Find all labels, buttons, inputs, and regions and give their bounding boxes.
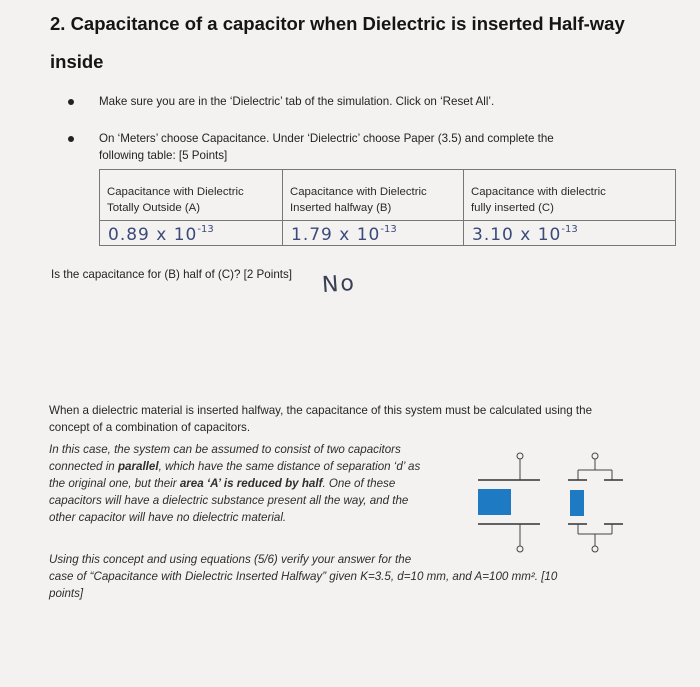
header-a-line2: Totally Outside (A) <box>107 202 201 214</box>
bullet-icon <box>68 99 74 105</box>
explanation-line1: When a dielectric material is inserted halfway, the capacitance of this system must be calculated using the <box>49 404 593 417</box>
bullet-2-line2: following table: [5 Points] <box>99 149 228 162</box>
question-text: Is the capacitance for (B) half of (C)? [2 Points] <box>51 268 293 281</box>
task-line2: case of “Capacitance with Dielectric Inserted Halfway” given K=3.5, d=10 mm, and A=100 mm². [10 <box>49 570 558 583</box>
italic-line: other capacitor will have no dielectric material. <box>49 511 287 524</box>
table-header-cell <box>283 170 464 221</box>
table-value-cell <box>100 221 283 246</box>
italic-line: capacitors will have a dielectric substance present all the way, and the <box>49 494 409 507</box>
value-b-mantissa: 1.79 x 10 <box>291 224 381 245</box>
value-c <box>472 225 578 245</box>
explanation-italic <box>49 441 469 526</box>
value-c-exponent: -13 <box>561 223 578 235</box>
section-heading <box>50 7 670 79</box>
value-b <box>291 225 397 245</box>
table-header-cell <box>100 170 283 221</box>
value-a-exponent: -13 <box>197 223 214 235</box>
task-line3: points] <box>49 587 84 600</box>
parallel-capacitors-icon <box>568 453 623 552</box>
header-c-line2: fully inserted (C) <box>471 202 554 214</box>
table-header-row <box>100 170 676 221</box>
explanation-line2: concept of a combination of capacitors. <box>49 421 251 434</box>
table-value-cell <box>464 221 676 246</box>
value-a-mantissa: 0.89 x 10 <box>108 224 198 245</box>
italic-line: In this case, the system can be assumed to consist of two capacitors <box>49 443 401 456</box>
value-c-mantissa: 3.10 x 10 <box>472 224 562 245</box>
italic-line: connected in parallel, which have the same distance of separation ‘d’ as <box>49 460 421 473</box>
capacitor-diagram <box>470 442 630 560</box>
table-value-row <box>100 221 676 246</box>
handwritten-answer: No <box>321 270 357 299</box>
section-heading-line2: inside <box>50 51 104 72</box>
header-a-line1: Capacitance with Dielectric <box>107 186 244 198</box>
bullet-1-text: Make sure you are in the ‘Dielectric’ tab of the simulation. Click on ‘Reset All’. <box>99 95 495 108</box>
bullet-2-line1: On ‘Meters’ choose Capacitance. Under ‘Dielectric’ choose Paper (3.5) and complete the <box>99 132 554 145</box>
task-line1: Using this concept and using equations (5/6) verify your answer for the <box>49 553 412 566</box>
half-filled-capacitor-icon <box>478 453 540 552</box>
table-header-cell <box>464 170 676 221</box>
value-a <box>108 225 214 245</box>
table-value-cell <box>283 221 464 246</box>
explanation-intro <box>49 402 639 436</box>
bullet-icon <box>68 136 74 142</box>
header-b-line1: Capacitance with Dielectric <box>290 186 427 198</box>
italic-line: the original one, but their area ‘A’ is reduced by half. One of these <box>49 477 396 490</box>
value-b-exponent: -13 <box>380 223 397 235</box>
section-heading-line1: 2. Capacitance of a capacitor when Dielectric is inserted Half-way <box>50 13 625 34</box>
header-b-line2: Inserted halfway (B) <box>290 202 392 214</box>
capacitance-table <box>99 169 676 246</box>
bullet-2-text <box>99 130 554 164</box>
header-c-line1: Capacitance with dielectric <box>471 186 606 198</box>
